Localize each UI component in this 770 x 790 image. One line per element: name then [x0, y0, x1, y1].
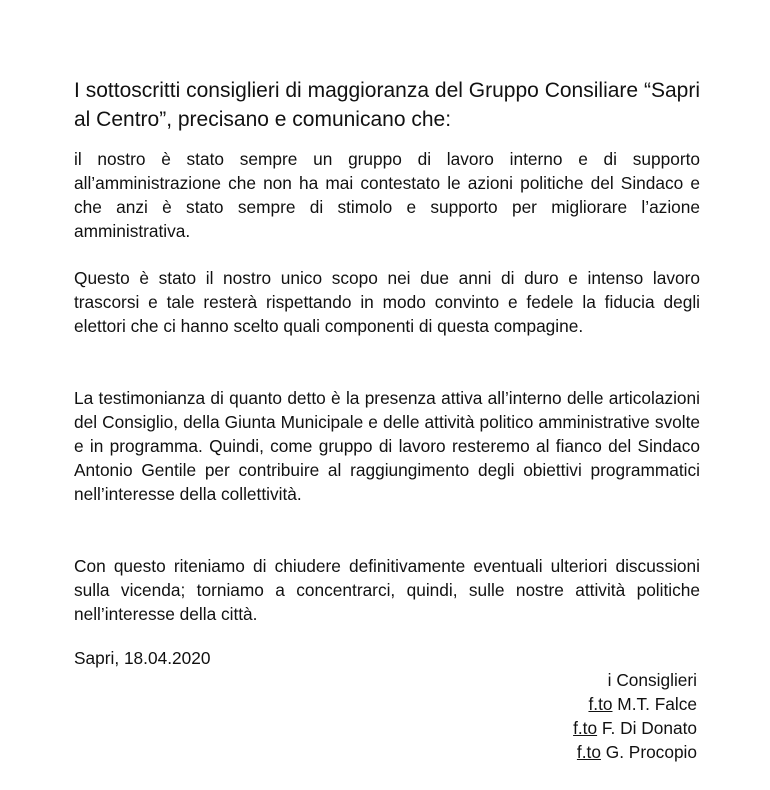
fto-prefix: f.to [576, 742, 601, 762]
fto-prefix: f.to [573, 718, 598, 738]
paragraph-4: Con questo riteniamo di chiudere definitivamente eventuali ulteriori discussioni sulla vicenda; torniamo a concentrarci, quindi, sulle nostre attività politiche nell’interesse della città. [74, 556, 700, 624]
date-line: Sapri, 18.04.2020 [74, 648, 211, 668]
signature-line-3 [573, 740, 697, 764]
paragraph-1: il nostro è stato sempre un gruppo di lavoro interno e di supporto all’amministrazione che non ha mai contestato le azioni politiche del Sindaco e che anzi è stato sempre di stimolo e supporto per migliorare l’azione amministrativa. [74, 149, 700, 241]
paragraph-2: Questo è stato il nostro unico scopo nei due anni di duro e intenso lavoro trascorsi e tale resterà rispettando in modo convinto e fedele la fiducia degli elettori che ci hanno scelto quali componenti di questa compagine. [74, 268, 700, 336]
signatures-heading: i Consiglieri [607, 670, 697, 690]
signature-name: G. Procopio [605, 742, 697, 762]
document-heading: I sottoscritti consiglieri di maggioranza del Gruppo Consiliare “Sapri al Centro”, precisano e comunicano che: [74, 79, 700, 131]
fto-prefix: f.to [588, 694, 613, 714]
paragraph-3: La testimonianza di quanto detto è la presenza attiva all’interno delle articolazioni del Consiglio, della Giunta Municipale e delle attività politico amministrative svolte e in programma. Quindi, come gruppo di lavoro resteremo al fianco del Sindaco Antonio Gentile per contribuire al raggiungimento degli obiettivi programmatici nell’interesse della collettività. [74, 388, 700, 504]
signature-name: F. Di Donato [601, 718, 697, 738]
signature-line-1 [573, 692, 697, 716]
signature-name: M.T. Falce [617, 694, 697, 714]
signature-line-2 [573, 716, 697, 740]
signature-block [573, 668, 697, 764]
